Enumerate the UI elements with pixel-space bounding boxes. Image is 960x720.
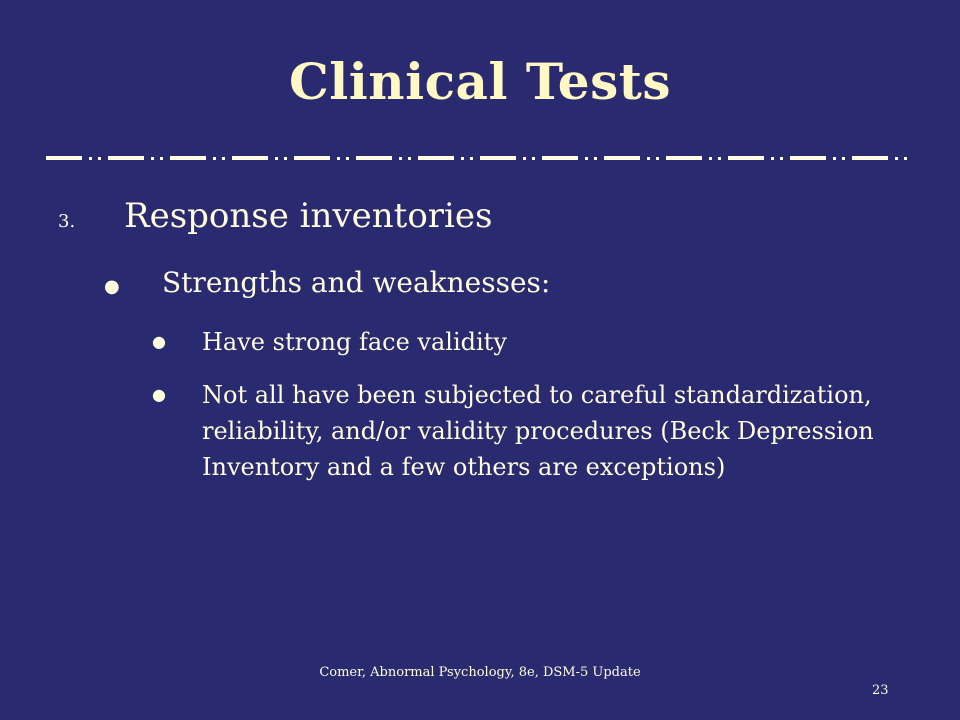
sub-bullet bbox=[104, 266, 550, 299]
footer-citation: Comer, Abnormal Psychology, 8e, DSM-5 Update bbox=[319, 665, 641, 680]
point-item bbox=[152, 377, 912, 485]
sub-heading: Strengths and weaknesses: bbox=[162, 266, 551, 299]
point-text: Have strong face validity bbox=[202, 328, 507, 356]
slide-title: Clinical Tests bbox=[288, 52, 672, 111]
bullet-icon: ● bbox=[152, 332, 166, 351]
numbered-item bbox=[58, 196, 493, 236]
point-text: Not all have been subjected to careful standardization, reliability, and/or validity procedures (Beck Depression Inventory and a few others are exceptions) bbox=[202, 381, 874, 481]
point-item bbox=[152, 324, 912, 360]
bullet-icon: ● bbox=[104, 276, 120, 297]
item-heading: Response inventories bbox=[124, 196, 493, 236]
title-divider bbox=[46, 151, 916, 161]
item-number: 3. bbox=[58, 211, 76, 232]
page-number: 23 bbox=[872, 683, 889, 698]
bullet-icon: ● bbox=[152, 385, 166, 404]
